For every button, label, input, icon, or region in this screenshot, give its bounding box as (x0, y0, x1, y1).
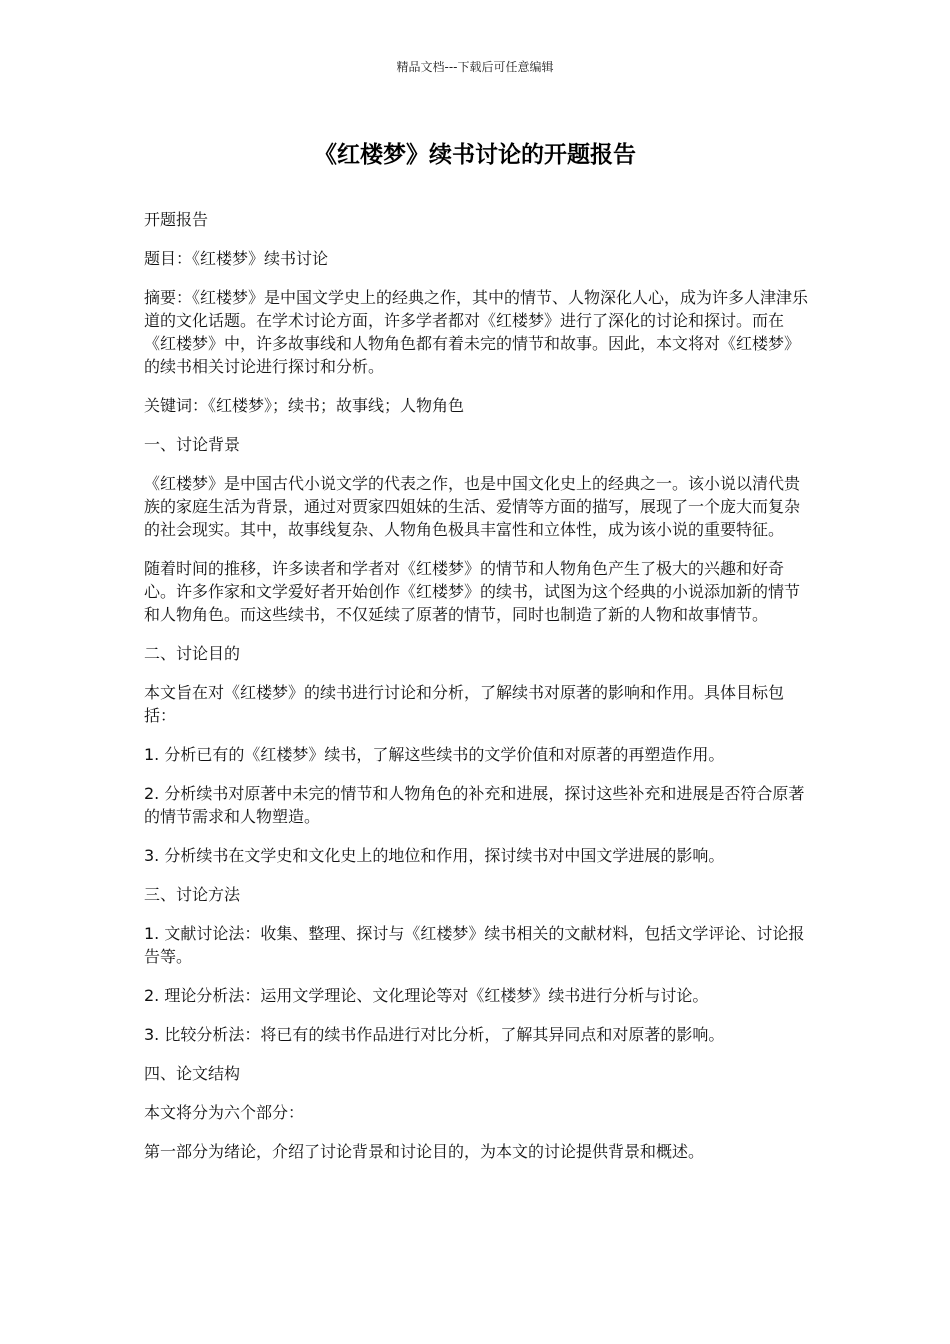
abstract-paragraph: 摘要：《红楼梦》是中国文学史上的经典之作，其中的情节、人物深化人心，成为许多人津津乐道的文化话题。在学术讨论方面，许多学者都对《红楼梦》进行了深化的讨论和探讨。而在《红楼梦》中，许多故事线和人物角色都有着未完的情节和故事。因此，本文将对《红楼梦》的续书相关讨论进行探讨和分析。 (144, 288, 809, 376)
section-heading-background: 一、讨论背景 (144, 435, 241, 454)
topic-line: 题目：《红楼梦》续书讨论 (144, 249, 329, 268)
method-item-1: 1. 文献讨论法：收集、整理、探讨与《红楼梦》续书相关的文献材料，包括文学评论、讨论报告等。 (144, 924, 805, 966)
purpose-intro-paragraph: 本文旨在对《红楼梦》的续书进行讨论和分析，了解续书对原著的影响和作用。具体目标包括： (144, 683, 785, 725)
purpose-item-2: 2. 分析续书对原著中未完的情节和人物角色的补充和进展，探讨这些补充和进展是否符合原著的情节需求和人物塑造。 (144, 784, 805, 826)
background-paragraph-1: 《红楼梦》是中国古代小说文学的代表之作，也是中国文化史上的经典之一。该小说以清代贵族的家庭生活为背景，通过对贾家四姐妹的生活、爱情等方面的描写，展现了一个庞大而复杂的社会现实。其中，故事线复杂、人物角色极具丰富性和立体性，成为该小说的重要特征。 (144, 474, 801, 539)
method-item-2: 2. 理论分析法：运用文学理论、文化理论等对《红楼梦》续书进行分析与讨论。 (144, 986, 709, 1005)
page-header-watermark: 精品文档---下载后可任意编辑 (396, 60, 554, 74)
structure-part-1: 第一部分为绪论，介绍了讨论背景和讨论目的，为本文的讨论提供背景和概述。 (144, 1142, 705, 1161)
method-item-3: 3. 比较分析法：将已有的续书作品进行对比分析，了解其异同点和对原著的影响。 (144, 1025, 725, 1044)
background-paragraph-2: 随着时间的推移，许多读者和学者对《红楼梦》的情节和人物角色产生了极大的兴趣和好奇心。许多作家和文学爱好者开始创作《红楼梦》的续书，试图为这个经典的小说添加新的情节和人物角色。而这些续书，不仅延续了原著的情节，同时也制造了新的人物和故事情节。 (144, 559, 801, 624)
section-heading-method: 三、讨论方法 (144, 885, 241, 904)
document-title: 《红楼梦》续书讨论的开题报告 (314, 142, 636, 168)
keywords-line: 关键词：《红楼梦》；续书；故事线；人物角色 (144, 396, 465, 415)
document-body (144, 208, 808, 1179)
section-heading-structure: 四、论文结构 (144, 1064, 241, 1083)
structure-intro-line: 本文将分为六个部分： (144, 1103, 305, 1122)
section-heading-purpose: 二、讨论目的 (144, 644, 241, 663)
section-label-report: 开题报告 (144, 210, 209, 229)
purpose-item-1: 1. 分析已有的《红楼梦》续书，了解这些续书的文学价值和对原著的再塑造作用。 (144, 745, 725, 764)
purpose-item-3: 3. 分析续书在文学史和文化史上的地位和作用，探讨续书对中国文学进展的影响。 (144, 846, 725, 865)
